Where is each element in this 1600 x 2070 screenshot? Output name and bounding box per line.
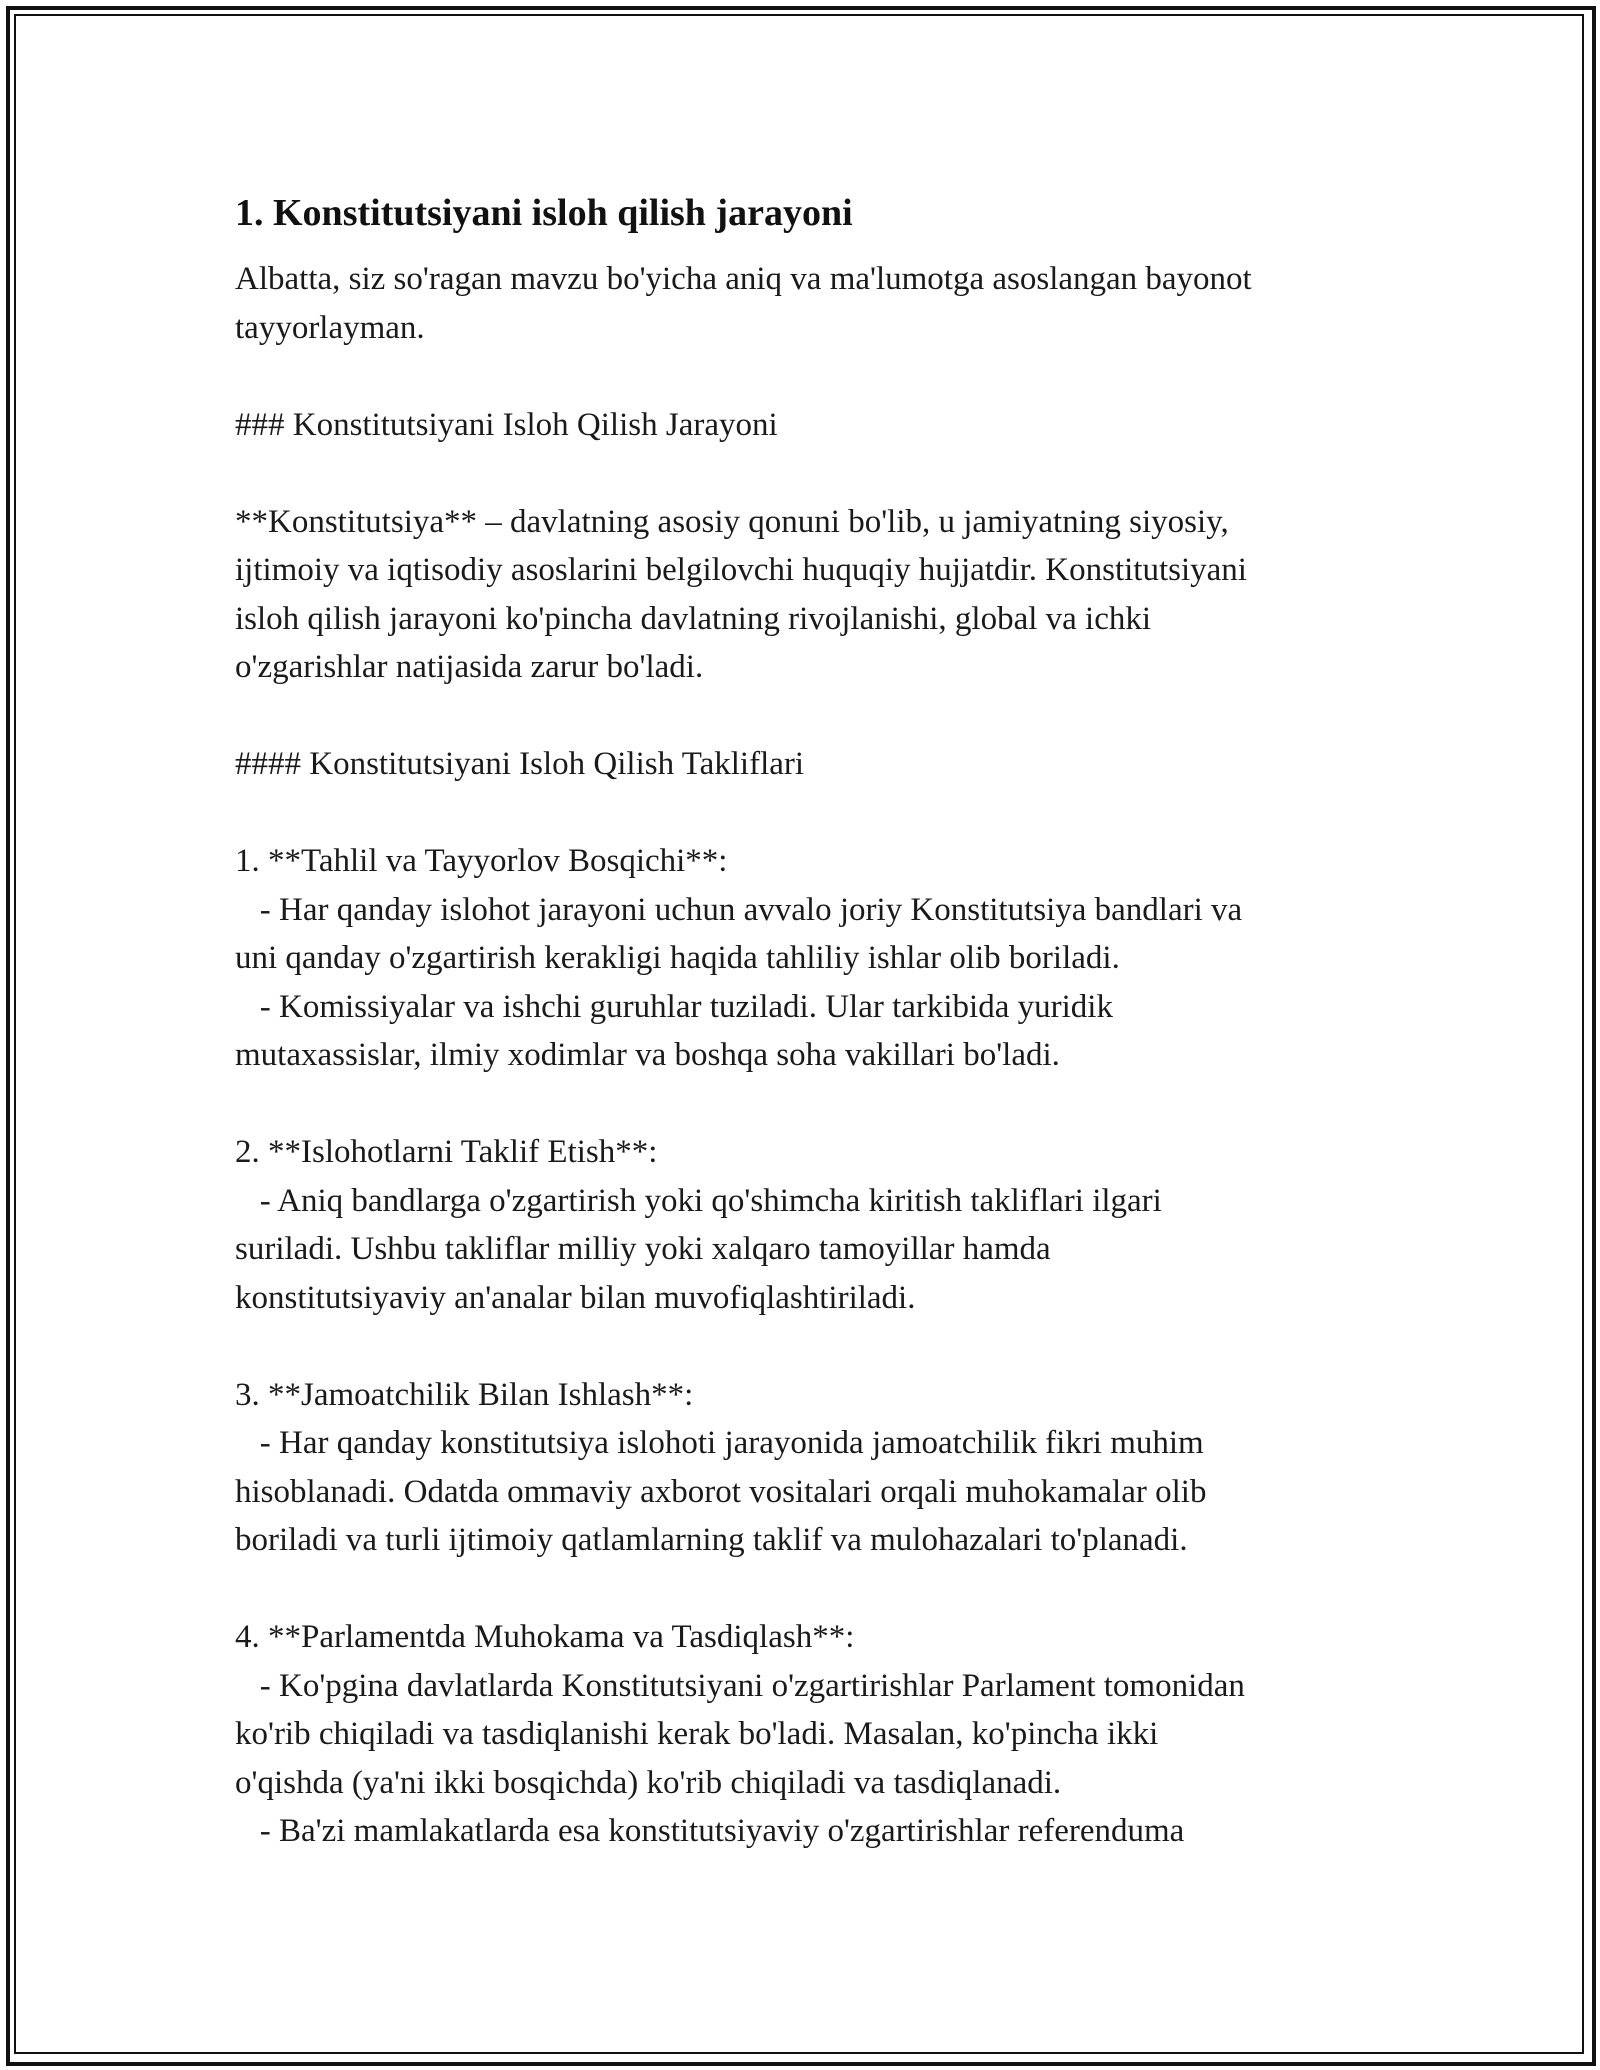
paragraph-gap: [235, 1080, 1365, 1129]
document-title: 1. Konstitutsiyani isloh qilish jarayoni: [235, 192, 853, 234]
paragraph-gap: [235, 1322, 1365, 1371]
paragraph-gap: [235, 352, 1365, 401]
subsection-heading: #### Konstitutsiyani Isloh Qilish Takliflari: [235, 746, 805, 782]
section-heading: ### Konstitutsiyani Isloh Qilish Jarayoni: [235, 406, 778, 443]
paragraph-gap: [235, 1565, 1365, 1614]
paragraph-gap: [235, 789, 1365, 838]
intro-paragraph: Albatta, siz so'ragan mavzu bo'yicha aniq va ma'lumotga asoslangan bayonot tayyorlayman.: [235, 261, 1252, 346]
list-item-4: 4. **Parlamentda Muhokama va Tasdiqlash**: - Ko'pgina davlatlarda Konstitutsiyani o'zgartirishlar Parlament tomonidan ko'rib chiqiladi va tasdiqlanishi kerak bo'ladi. Masalan, ko'pincha ikki o'qishda (ya'ni ikki bosqichda) ko'rib chiqiladi va tasdiqlanadi. - Ba'zi mamlakatlarda esa konstitutsiyaviy o'zgartirishlar referenduma: [235, 1619, 1245, 1849]
paragraph-gap: [235, 692, 1365, 741]
list-item-2: 2. **Islohotlarni Taklif Etish**: - Aniq bandlarga o'zgartirish yoki qo'shimcha kiritish takliflari ilgari suriladi. Ushbu takliflar milliy yoki xalqaro tamoyillar hamda konstitutsiyaviy an'analar bilan muvofiqlashtiriladi.: [235, 1134, 1162, 1316]
document-body: [235, 185, 1365, 1856]
paragraph-gap: [235, 449, 1365, 498]
definition-paragraph: **Konstitutsiya** – davlatning asosiy qonuni bo'lib, u jamiyatning siyosiy, ijtimoiy va iqtisodiy asoslarini belgilovchi huquqiy hujjatdir. Konstitutsiyani isloh qilish jarayoni ko'pincha davlatning rivojlanishi, global va ichki o'zgarishlar natijasida zarur bo'ladi.: [235, 503, 1247, 685]
list-item-3: 3. **Jamoatchilik Bilan Ishlash**: - Har qanday konstitutsiya islohoti jarayonida jamoatchilik fikri muhim hisoblanadi. Odatda ommaviy axborot vositalari orqali muhokamalar olib boriladi va turli ijtimoiy qatlamlarning taklif va mulohazalari to'planadi.: [235, 1376, 1207, 1558]
list-item-1: 1. **Tahlil va Tayyorlov Bosqichi**: - Har qanday islohot jarayoni uchun avvalo joriy Konstitutsiya bandlari va uni qanday o'zgartirish kerakligi haqida tahliliy ishlar olib boriladi. - Komissiyalar va ishchi guruhlar tuziladi. Ular tarkibida yuridik mutaxassislar, ilmiy xodimlar va boshqa soha vakillari bo'ladi.: [235, 843, 1243, 1073]
